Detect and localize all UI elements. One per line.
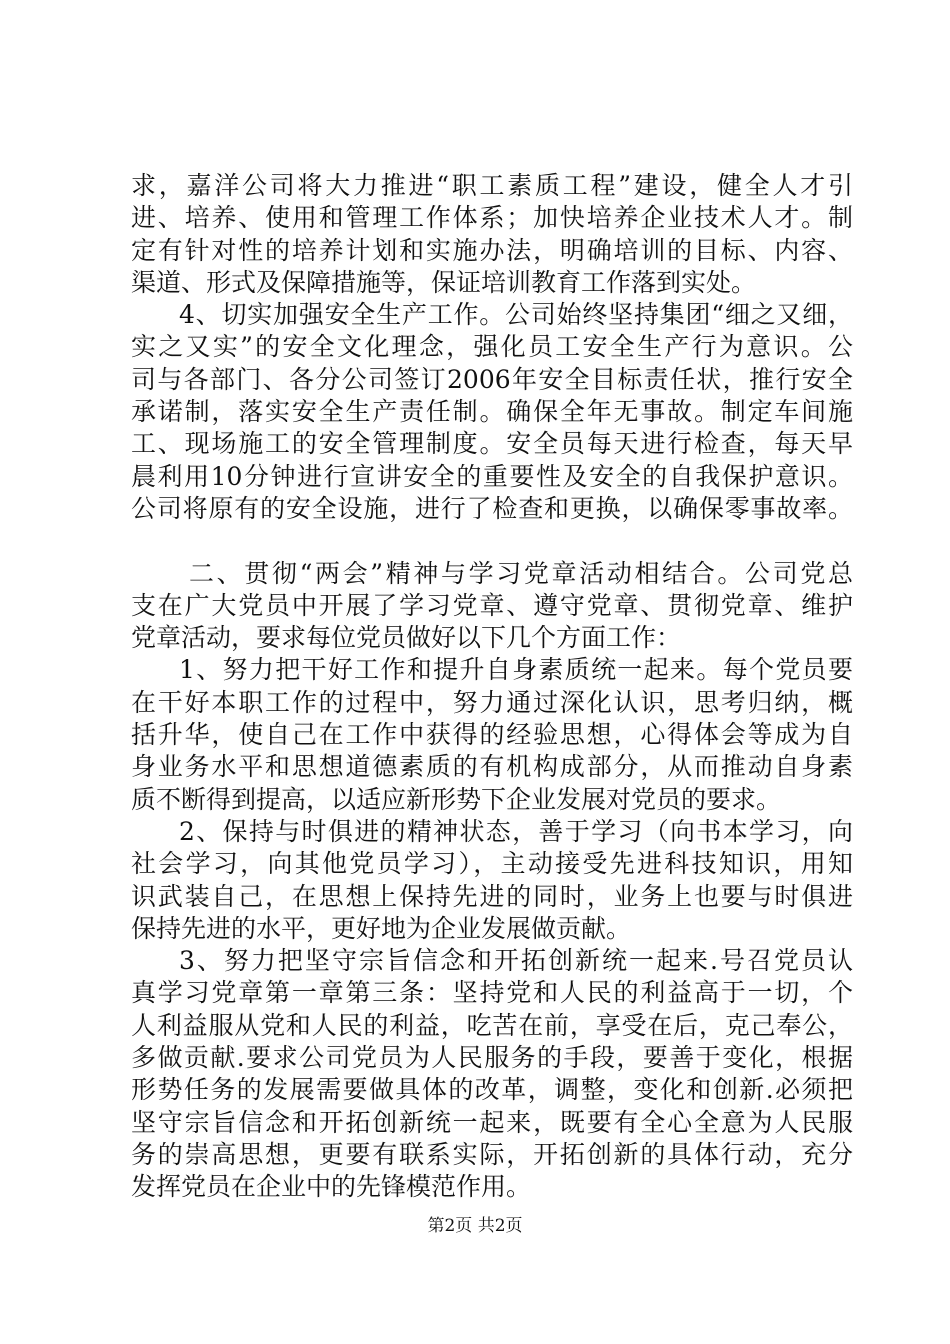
text-line: 4、切实加强安全生产工作。公司始终坚持集团“细之又细，: [179, 300, 853, 330]
paragraph: [131, 299, 853, 525]
page-number-footer: 第2页 共2页: [427, 1216, 523, 1236]
text-line: 二、贯彻“两会”精神与学习党章活动相结合。公司党总: [189, 558, 853, 588]
text-line: 1、努力把干好工作和提升自身素质统一起来。每个党员要: [179, 655, 853, 685]
text-line: 党章活动，要求每位党员做好以下几个方面工作：: [131, 623, 682, 653]
paragraph: [131, 558, 853, 655]
document-body: [131, 170, 853, 1204]
text-line: 质不断得到提高，以适应新形势下企业发展对党员的要求。: [131, 784, 782, 814]
text-line: 进、培养、使用和管理工作体系；加快培养企业技术人才。制: [131, 203, 853, 233]
text-line: 在干好本职工作的过程中，努力通过深化认识，思考归纳，概: [131, 687, 853, 717]
paragraph: [131, 816, 853, 945]
text-line: 公司将原有的安全设施，进行了检查和更换，以确保零事故率。: [131, 493, 853, 523]
text-line: 发挥党员在企业中的先锋模范作用。: [131, 1172, 532, 1202]
text-line: 括升华，使自己在工作中获得的经验思想，心得体会等成为自: [131, 720, 853, 750]
paragraph: [131, 654, 853, 815]
text-line: 形势任务的发展需要做具体的改革，调整，变化和创新.必须把: [131, 1075, 853, 1105]
text-line: 3、努力把坚守宗旨信念和开拓创新统一起来.号召党员认: [179, 946, 853, 976]
text-line: 人利益服从党和人民的利益，吃苦在前，享受在后，克己奉公，: [131, 1010, 853, 1040]
text-line: 社会学习，向其他党员学习），主动接受先进科技知识，用知: [131, 849, 853, 879]
text-line: 求，嘉洋公司将大力推进“职工素质工程”建设，健全人才引: [131, 171, 853, 200]
text-line: 多做贡献.要求公司党员为人民服务的手段，要善于变化，根据: [131, 1043, 853, 1073]
text-line: 支在广大党员中开展了学习党章、遵守党章、贯彻党章、维护: [131, 590, 853, 620]
text-line: 2、保持与时俱进的精神状态，善于学习（向书本学习，向: [179, 816, 853, 846]
text-line: 承诺制，落实安全生产责任制。确保全年无事故。制定车间施: [131, 397, 853, 427]
text-line: 晨利用10分钟进行宣讲安全的重要性及安全的自我保护意识。: [131, 461, 853, 491]
text-line: 务的崇高思想，更要有联系实际，开拓创新的具体行动，充分: [131, 1139, 853, 1169]
paragraph: [131, 170, 853, 299]
text-line: 渠道、形式及保障措施等，保证培训教育工作落到实处。: [131, 267, 757, 297]
text-line: 实之又实”的安全文化理念，强化员工安全生产行为意识。公: [131, 332, 853, 362]
text-line: 司与各部门、各分公司签订2006年安全目标责任状，推行安全: [131, 364, 853, 394]
text-line: 识武装自己，在思想上保持先进的同时，业务上也要与时俱进: [131, 881, 853, 911]
text-line: 真学习党章第一章第三条：坚持党和人民的利益高于一切，个: [131, 978, 853, 1008]
text-line: 工、现场施工的安全管理制度。安全员每天进行检查，每天早: [131, 429, 853, 459]
text-line: 坚守宗旨信念和开拓创新统一起来，既要有全心全意为人民服: [131, 1107, 853, 1137]
text-line: 定有针对性的培养计划和实施办法，明确培训的目标、内容、: [131, 235, 853, 265]
text-line: 身业务水平和思想道德素质的有机构成部分，从而推动自身素: [131, 752, 853, 782]
paragraph: [131, 945, 853, 1203]
text-line: 保持先进的水平，更好地为企业发展做贡献。: [131, 913, 632, 943]
paragraph-spacer: [131, 525, 853, 557]
